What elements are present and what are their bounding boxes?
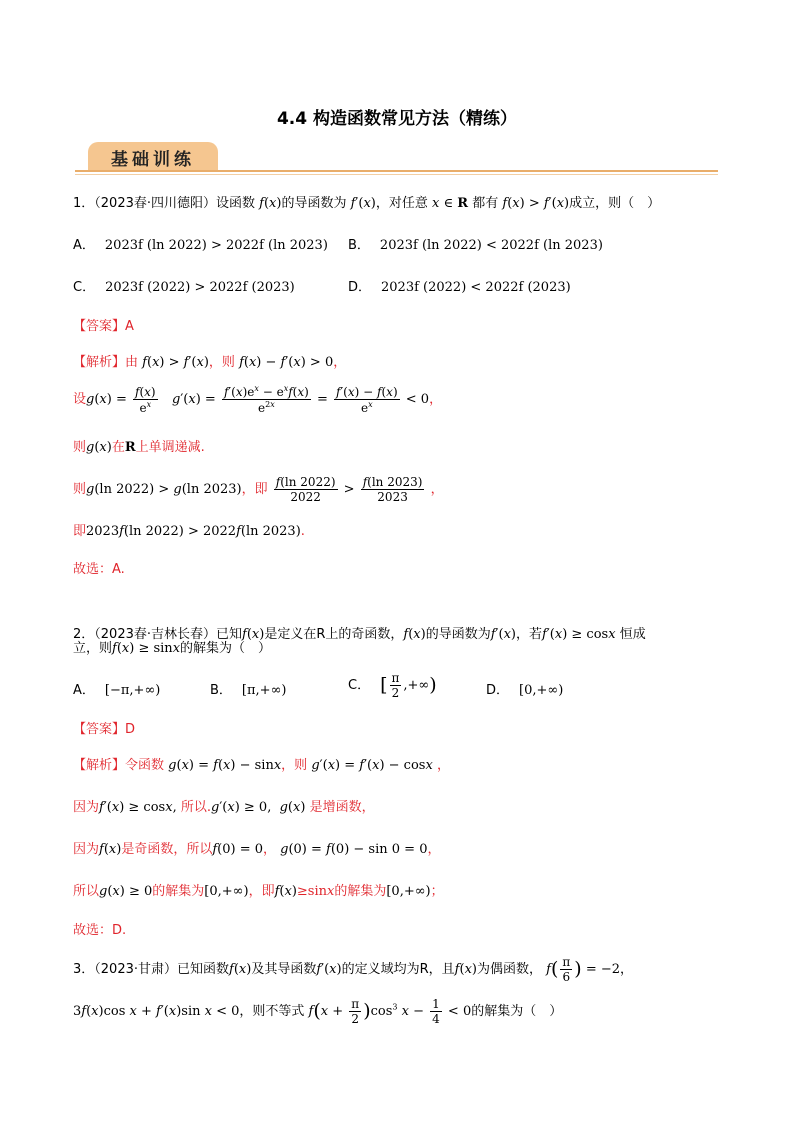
- q1-analysis-5: 即2023f(ln 2022) > 2022f(ln 2023).: [73, 524, 305, 539]
- q2-analysis-4: 所以g(x) ≥ 0的解集为[0,+∞)，即f(x)≥sinx的解集为[0,+∞)；: [73, 884, 444, 899]
- q2-option-b: B． [π,+∞): [210, 683, 287, 698]
- q2-option-a: A． [−π,+∞): [73, 683, 161, 698]
- q2-option-d: D． [0,+∞): [486, 683, 564, 698]
- q1-choose: 故选：A.: [73, 562, 125, 577]
- q1-stem: 1．（2023春·四川德阳）设函数 f(x)的导函数为 f′(x)，对任意 x ∈ R 都有 f(x) > f′(x)成立，则（ ）: [73, 196, 661, 211]
- q1-option-c: C． 2023f (2022) > 2022f (2023): [73, 280, 295, 295]
- section-divider: [75, 170, 718, 172]
- q3-stem-line2: 3f(x)cos x + f′(x)sin x < 0，则不等式 f(x + $\frac{\pi}{2}$ )$\cos^3$ x − $\frac{1}{4}$ < 0的解集为（ ）: [73, 997, 563, 1026]
- q1-analysis-1: 【解析】由 f(x) > f′(x)，则 f(x) − f′(x) > 0，: [73, 355, 347, 370]
- q2-stem-line2: 立，则f(x) ≥ sinx的解集为（ ）: [73, 641, 272, 656]
- q2-analysis-1: 【解析】令函数 g(x) = f(x) − sinx，则 g′(x) = f′(x) − cosx ，: [73, 758, 450, 773]
- section-divider-thin: [75, 174, 718, 175]
- q2-answer: 【答案】D: [73, 722, 136, 737]
- q2-stem-line1: 2．（2023春·吉林长春）已知f(x)是定义在R上的奇函数，f(x)的导函数为f′(x)，若f′(x) ≥ cosx 恒成: [73, 627, 646, 642]
- q1-analysis-2: 设g(x) = $\frac{f(x)}{e^x}$ g′(x) = $\frac{f'(x)e^x - e^xf(x)}{e^{2x}}$ = $\frac{f'(x) - f(x)}{e^x}$ < 0，: [73, 384, 443, 415]
- q2-choose: 故选：D.: [73, 923, 127, 938]
- q1-analysis-4: 则g(ln 2022) > g(ln 2023)，即 $\frac{f(\ln 2022)}{2022}$ > $\frac{f(\ln 2023)}{2023}$ ，: [73, 475, 444, 504]
- q2-analysis-3: 因为f(x)是奇函数，所以f(0) = 0， g(0) = f(0) − sin 0 = 0，: [73, 842, 441, 857]
- q2-option-c: C． [ $\frac{\pi}{2}$ ,+∞): [348, 671, 437, 700]
- q1-answer: 【答案】A: [73, 319, 134, 334]
- q1-option-b: B． 2023f (ln 2022) < 2022f (ln 2023): [348, 238, 603, 253]
- page-title: 4.4 构造函数常见方法（精练）: [276, 109, 518, 129]
- q2-analysis-2: 因为f′(x) ≥ cosx, 所以.g′(x) ≥ 0, g(x) 是增函数，: [73, 800, 375, 815]
- section-banner: 基础训练: [88, 142, 218, 172]
- q3-stem-line1: 3．（2023·甘肃）已知函数f(x)及其导函数f′(x)的定义域均为R，且f(x)为偶函数， f( $\frac{\pi}{6}$ ) = −2，: [73, 955, 634, 984]
- q1-option-a: A． 2023f (ln 2022) > 2022f (ln 2023): [73, 238, 328, 253]
- q1-analysis-3: 则g(x)在R上单调递减.: [73, 440, 205, 455]
- q1-option-d: D． 2023f (2022) < 2022f (2023): [348, 280, 571, 295]
